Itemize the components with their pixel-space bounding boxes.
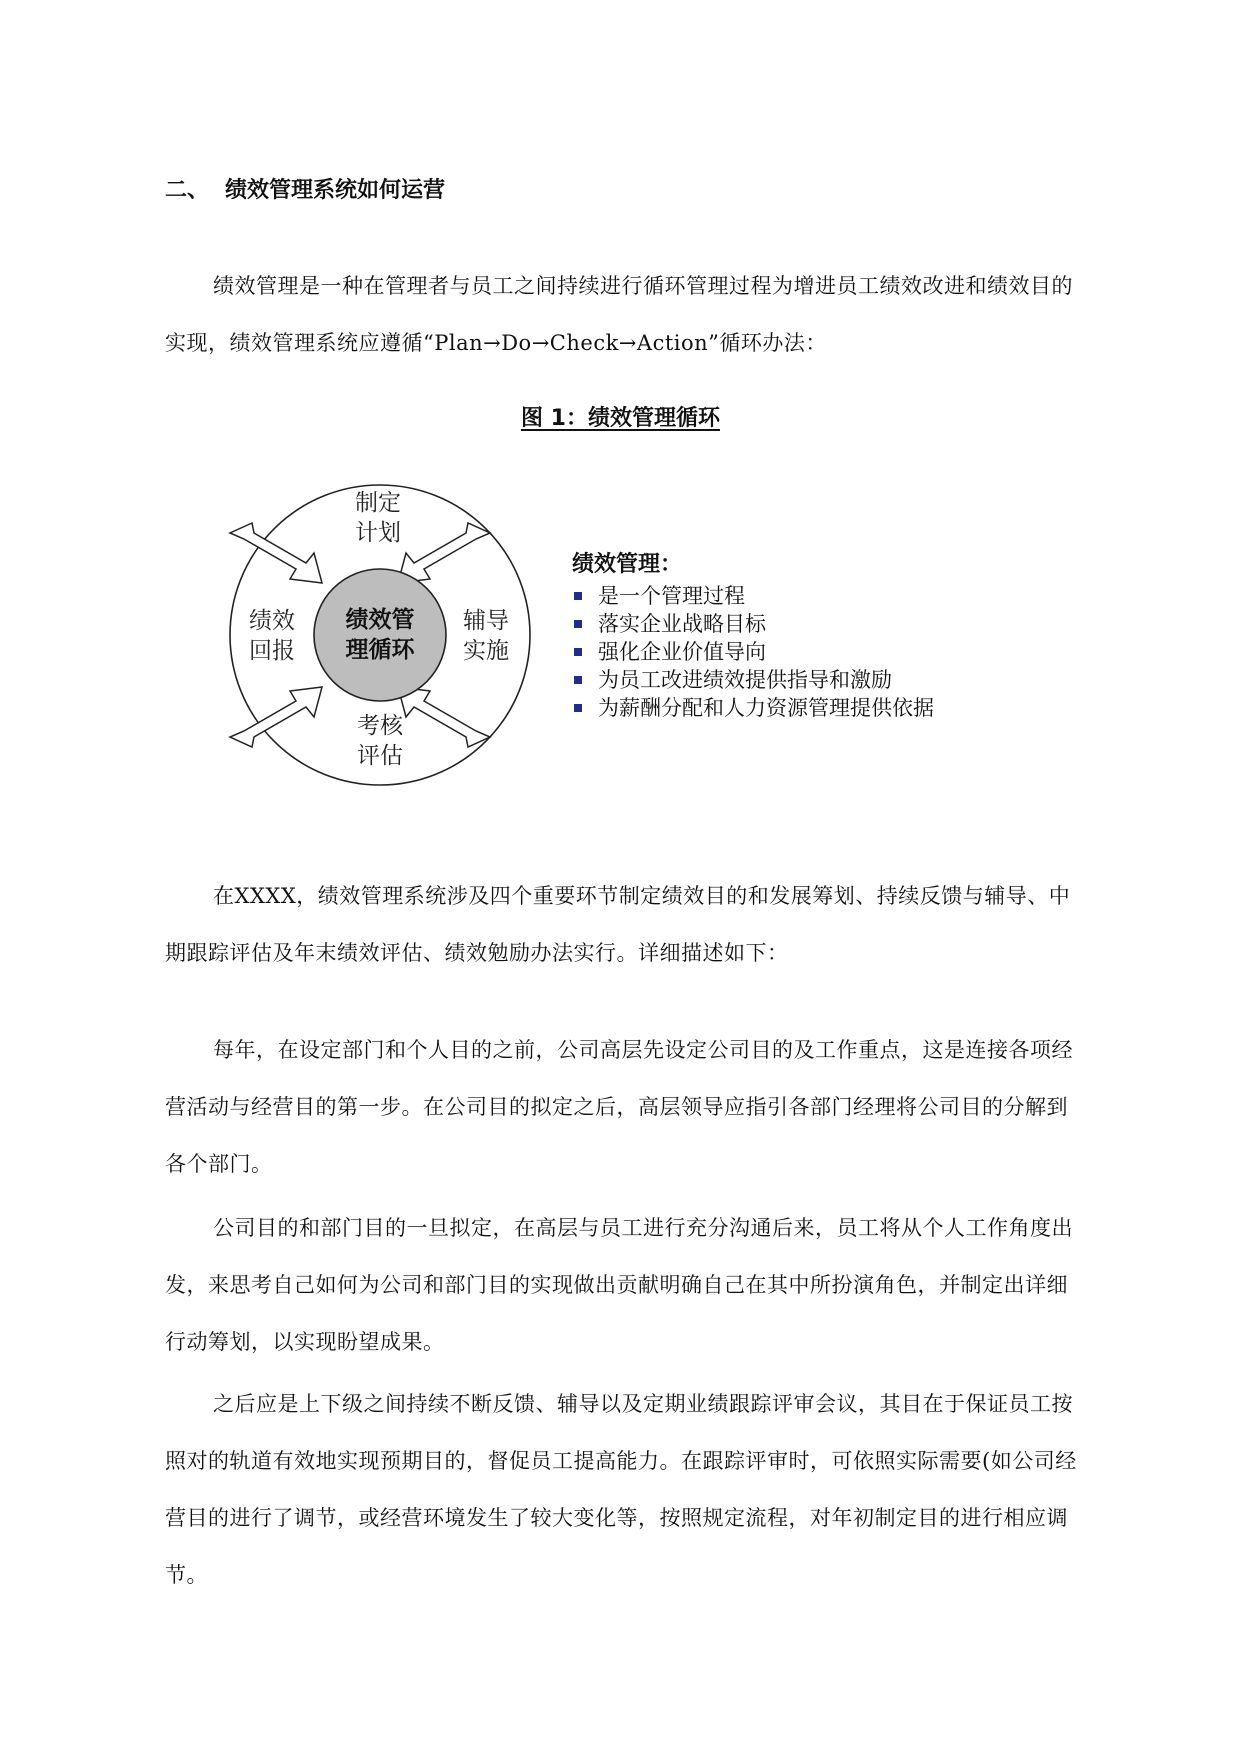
reward-label-line2: 回报 xyxy=(249,638,295,664)
list-item xyxy=(572,610,934,638)
panel-title: 绩效管理： xyxy=(572,552,683,577)
paragraph-feedback: 之后应是上下级之间持续不断反馈、辅导以及定期业绩跟踪评审会议，其目在于保证员工按照对的轨道有效地实现预期目的，督促员工提高能力。在跟踪评审时，可依照实际需要(如公司经营目的进行了调节，或经营环境发生了较大变化等，按照规定流程，对年初制定目的进行相应调节。 xyxy=(165,1392,1077,1587)
square-bullet-icon xyxy=(574,620,582,628)
coach-label-line2: 实施 xyxy=(463,638,509,664)
paragraph-process: 在XXXX，绩效管理系统涉及四个重要环节制定绩效目的和发展筹划、持续反馈与辅导、中期跟踪评估及年末绩效评估、绩效勉励办法实行。详细描述如下： xyxy=(165,884,1071,965)
coach-label-line1: 辅导 xyxy=(463,608,509,634)
center-label-line1: 绩效管 xyxy=(345,606,415,633)
figure-title xyxy=(0,404,1241,434)
plan-label-line1: 制定 xyxy=(355,490,401,516)
list-item-text: 为员工改进绩效提供指导和激励 xyxy=(598,668,892,692)
list-item-text: 强化企业价值导向 xyxy=(598,640,766,664)
list-item xyxy=(572,694,934,722)
list-item xyxy=(572,666,934,694)
paragraph-annual-goals: 每年，在设定部门和个人目的之前，公司高层先设定公司目的及工作重点，这是连接各项经营活动与经营目的第一步。在公司目的拟定之后，高层领导应指引各部门经理将公司目的分解到各个部门。 xyxy=(165,1038,1073,1176)
reward-label-line1: 绩效 xyxy=(249,608,295,634)
evaluate-label-line1: 考核 xyxy=(357,713,403,739)
section-number: 二、 xyxy=(165,178,210,203)
paragraph-goal-alignment: 公司目的和部门目的一旦拟定，在高层与员工进行充分沟通后来，员工将从个人工作角度出发，来思考自己如何为公司和部门目的实现做出贡献明确自己在其中所扮演角色，并制定出详细行动筹划，以实现盼望成果。 xyxy=(165,1216,1073,1354)
evaluate-label-line2: 评估 xyxy=(357,743,403,769)
square-bullet-icon xyxy=(574,592,582,600)
list-item-text: 是一个管理过程 xyxy=(598,584,745,608)
center-label-line2: 理循环 xyxy=(345,636,415,663)
intro-paragraph: 绩效管理是一种在管理者与员工之间持续进行循环管理过程为增进员工绩效改进和绩效目的实现，绩效管理系统应遵循“Plan→Do→Check→Action”循环办法： xyxy=(165,274,1073,355)
performance-panel xyxy=(572,550,934,722)
list-item-text: 落实企业战略目标 xyxy=(598,612,766,636)
list-item-text: 为薪酬分配和人力资源管理提供依据 xyxy=(598,696,934,720)
list-item xyxy=(572,582,934,610)
plan-label-line2: 计划 xyxy=(355,520,401,546)
center-circle xyxy=(314,569,446,701)
section-title: 绩效管理系统如何运营 xyxy=(225,178,446,203)
section-heading xyxy=(165,176,445,206)
square-bullet-icon xyxy=(574,648,582,656)
panel-list xyxy=(572,582,934,722)
list-item xyxy=(572,638,934,666)
figure-title-text: 图 1：绩效管理循环 xyxy=(521,406,720,431)
square-bullet-icon xyxy=(574,704,582,712)
performance-cycle-diagram xyxy=(210,465,550,805)
square-bullet-icon xyxy=(574,676,582,684)
